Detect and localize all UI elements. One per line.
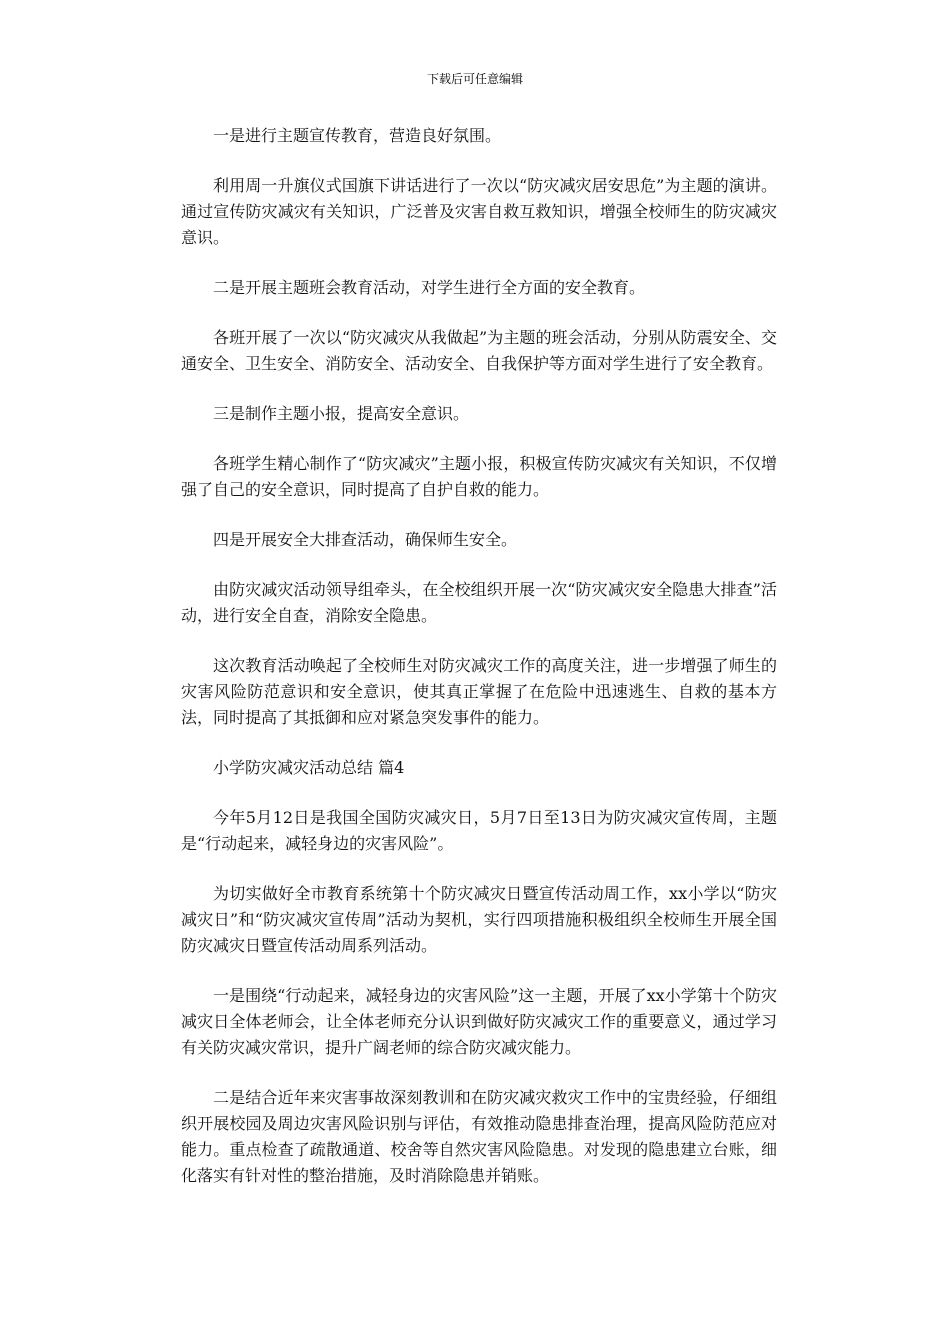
page-header: 下载后可任意编辑 — [426, 72, 523, 86]
section-heading: 小学防灾减灾活动总结 篇4 — [213, 758, 405, 777]
paragraph-2: 利用周一升旗仪式国旗下讲话进行了一次以“防灾减灾居安思危”为主题的演讲。通过宣传防灾减灾有关知识，广泛普及灾害自救互救知识，增强全校师生的防灾减灾意识。 — [181, 176, 777, 247]
paragraph-13: 二是结合近年来灾害事故深刻教训和在防灾减灾救灾工作中的宝贵经验，仔细组织开展校园及周边灾害风险识别与评估，有效推动隐患排查治理，提高风险防范应对能力。重点检查了疏散通道、校舍等自然灾害风险隐患。对发现的隐患建立台账，细化落实有针对性的整治措施，及时消除隐患并销账。 — [181, 1088, 777, 1185]
document-body — [181, 123, 777, 1213]
paragraph-8: 由防灾减灾活动领导组牵头，在全校组织开展一次“防灾减灾安全隐患大排查”活动，进行安全自查，消除安全隐患。 — [181, 580, 777, 625]
paragraph-3: 二是开展主题班会教育活动，对学生进行全方面的安全教育。 — [213, 278, 646, 297]
paragraph-10: 今年5月12日是我国全国防灾减灾日，5月7日至13日为防灾减灾宣传周，主题是“行动起来，减轻身边的灾害风险”。 — [181, 808, 777, 853]
paragraph-6: 各班学生精心制作了“防灾减灾”主题小报，积极宣传防灾减灾有关知识，不仅增强了自己的安全意识，同时提高了自护自救的能力。 — [181, 454, 777, 499]
paragraph-1: 一是进行主题宣传教育，营造良好氛围。 — [213, 126, 502, 145]
paragraph-9: 这次教育活动唤起了全校师生对防灾减灾工作的高度关注，进一步增强了师生的灾害风险防范意识和安全意识，使其真正掌握了在危险中迅速逃生、自救的基本方法，同时提高了其抵御和应对紧急突发事件的能力。 — [181, 656, 777, 727]
paragraph-5: 三是制作主题小报，提高安全意识。 — [213, 404, 470, 423]
paragraph-11: 为切实做好全市教育系统第十个防灾减灾日暨宣传活动周工作，xx小学以“防灾减灾日”和“防灾减灾宣传周”活动为契机，实行四项措施积极组织全校师生开展全国防灾减灾日暨宣传活动周系列活动。 — [181, 884, 777, 955]
paragraph-12: 一是围绕“行动起来，减轻身边的灾害风险”这一主题，开展了xx小学第十个防灾减灾日全体老师会，让全体老师充分认识到做好防灾减灾工作的重要意义，通过学习有关防灾减灾常识，提升广阔老师的综合防灾减灾能力。 — [181, 986, 777, 1057]
paragraph-4: 各班开展了一次以“防灾减灾从我做起”为主题的班会活动，分别从防震安全、交通安全、卫生安全、消防安全、活动安全、自我保护等方面对学生进行了安全教育。 — [181, 328, 777, 373]
paragraph-7: 四是开展安全大排查活动，确保师生安全。 — [213, 530, 518, 549]
